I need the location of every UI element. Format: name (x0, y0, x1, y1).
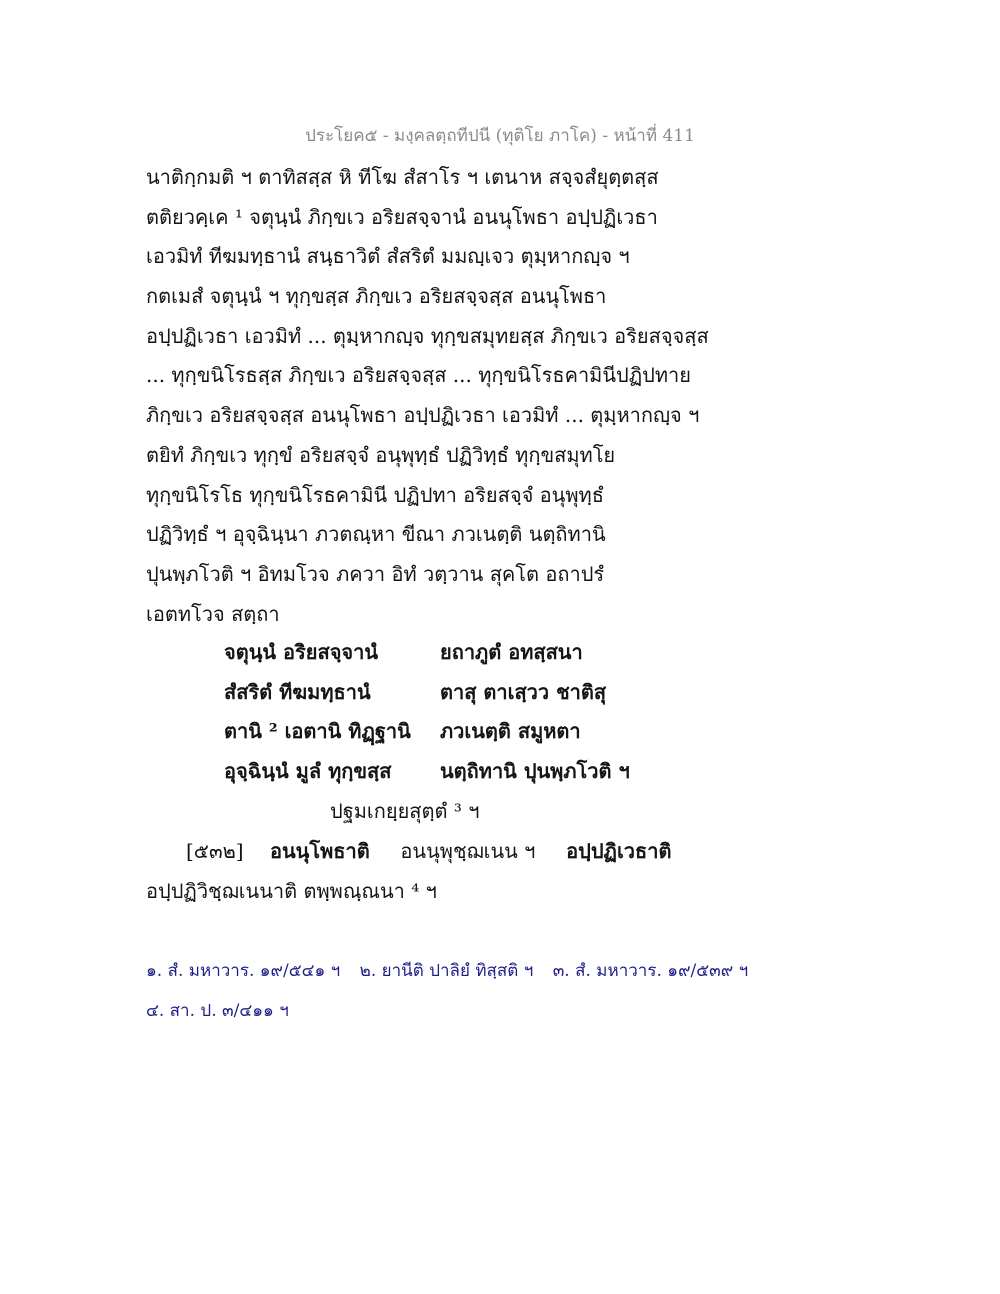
paragraph-line: ปฏิวิทฺธํ ฯ อุจฺฉินฺนา ภวตณฺหา ขีณา ภวเนตฺติ นตฺถิทานิ (146, 522, 606, 547)
page-header-text: ประโยค๕ - มงฺคลตฺถทีปนี (ทุติโย ภาโค) - หน้าที่ 411 (305, 126, 695, 146)
verse-second-half: ภวเนตฺติ สมูหตา (440, 719, 581, 744)
commentary-line: อปฺปฏิวิชฺฌเนนาติ ตพฺพณฺณนา ⁴ ฯ (146, 878, 437, 903)
paragraph-line: ... ทุกฺขนิโรธสฺส ภิกฺขเว อริยสจฺจสฺส ... ทุกฺขนิโรธคามินีปฏิปทาย (146, 363, 691, 388)
paragraph-line: เอวมิทํ ทีฆมทฺธานํ สนฺธาวิตํ สํสริตํ มมญฺเจว ตุมฺหากญฺจ ฯ (146, 244, 630, 269)
paragraph-line: ตยิทํ ภิกฺขเว ทุกฺขํ อริยสจฺจํ อนุพุทฺธํ ปฏิวิทฺธํ ทุกฺขสมุทโย (146, 442, 616, 467)
headword: อปฺปฏิเวธาติ (566, 839, 672, 863)
verse-first-half: สํสริตํ ทีฆมทฺธานํ (224, 679, 371, 704)
verse-first-half: ตานิ ² เอตานิ ทิฏฺฐานิ (224, 719, 411, 744)
paragraph-line: ตติยวคฺเค ¹ จตุนฺนํ ภิกฺขเว อริยสจฺจานํ อนนุโพธา อปฺปฏิเวธา (146, 204, 658, 229)
commentary-line (146, 832, 866, 872)
sutta-title: ปฐมเกยฺยสุตฺตํ ³ ฯ (330, 799, 480, 823)
paragraph-line: นาติกฺกมติ ฯ ตาทิสสฺส หิ ทีโฆ สํสาโร ฯ เตนาห สจฺจสํยุตฺตสฺส (146, 165, 659, 189)
main-paragraph (146, 158, 866, 634)
footnote-line (146, 992, 866, 1032)
commentary-paragraph (146, 832, 866, 911)
footnote: ๒. ยานีติ ปาลิยํ ทิสฺสติ ฯ (359, 961, 534, 981)
footnote: ๔. สา. ป. ๓/๔๑๑ ฯ (146, 1000, 289, 1021)
paragraph-line: กตเมสํ จตุนฺนํ ฯ ทุกฺขสฺส ภิกฺขเว อริยสจฺจสฺส อนนุโพธา (146, 284, 607, 309)
verse-second-half: ตาสุ ตาเสฺวว ชาติสุ (440, 679, 607, 704)
verse-row (224, 752, 744, 792)
footnotes (146, 952, 866, 1031)
verse-row (224, 712, 744, 752)
footnote: ๑. สํ. มหาวาร. ๑๙/๕๔๑ ฯ (146, 961, 341, 981)
verse-first-half: อุจฺฉินฺนํ มูลํ ทุกฺขสฺส (224, 759, 392, 784)
paragraph-line: อปฺปฏิเวธา เอวมิทํ ... ตุมฺหากญฺจ ทุกฺขสมุทยสฺส ภิกฺขเว อริยสจฺจสฺส (146, 323, 709, 348)
gloss: อนนุพุชฺฌเนน ฯ (400, 839, 536, 863)
paragraph-line: ปุนพฺภโวติ ฯ อิทมโวจ ภควา อิทํ วตฺวาน สุคโต อถาปรํ (146, 561, 605, 586)
paragraph-line: ภิกฺขเว อริยสจฺจสฺส อนนุโพธา อปฺปฏิเวธา เอวมิทํ ... ตุมฺหากญฺจ ฯ (146, 403, 700, 428)
section-number: [๕๓๒] (186, 839, 244, 863)
verse-row (224, 633, 744, 673)
page-header (0, 122, 1000, 149)
verse-row (224, 673, 744, 713)
verse-first-half: จตุนฺนํ อริยสจฺจานํ (224, 640, 379, 664)
paragraph-line: เอตทโวจ สตฺถา (146, 601, 280, 626)
headword: อนนุโพธาติ (269, 839, 370, 863)
verse-second-half: ยถาภูตํ อทสฺสนา (440, 640, 583, 664)
verse-second-half: นตฺถิทานิ ปุนพฺภโวติ ฯ (440, 759, 630, 784)
paragraph-line: ทุกฺขนิโรโธ ทุกฺขนิโรธคามินี ปฏิปทา อริยสจฺจํ อนุพุทฺธํ (146, 482, 604, 507)
verse-block (224, 633, 744, 792)
footnote-line (146, 952, 866, 992)
footnote: ๓. สํ. มหาวาร. ๑๙/๕๓๙ ฯ (552, 961, 749, 981)
